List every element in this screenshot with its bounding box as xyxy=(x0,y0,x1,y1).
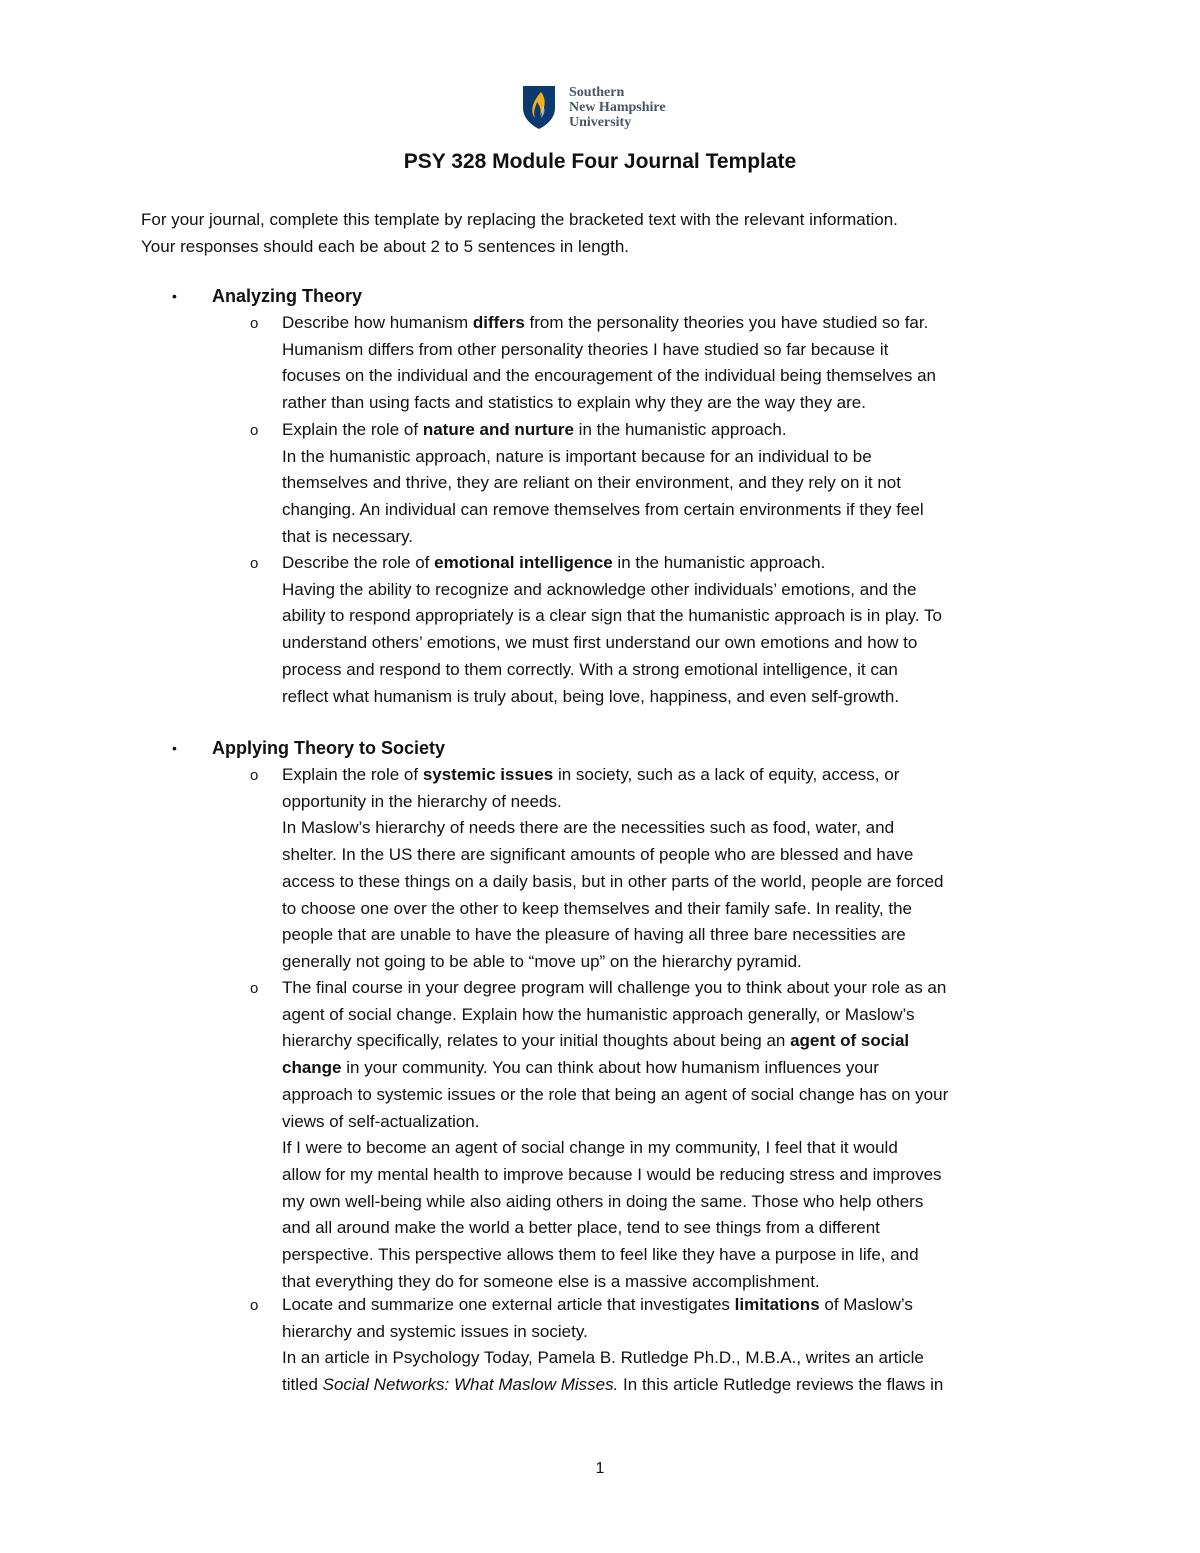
prompt-line: change in your community. You can think about how humanism influences your xyxy=(282,1058,879,1078)
prompt-line: hierarchy and systemic issues in society. xyxy=(282,1321,588,1341)
item-body xyxy=(282,310,1072,417)
response-line: In the humanistic approach, nature is important because for an individual to be xyxy=(282,446,872,466)
item-body xyxy=(282,550,1072,710)
bullet-icon: • xyxy=(172,288,177,304)
response-line: and all around make the world a better place, tend to see things from a different xyxy=(282,1218,880,1238)
sub-bullet-icon: o xyxy=(250,422,259,439)
response-line: reflect what humanism is truly about, being love, happiness, and even self-growth. xyxy=(282,686,900,706)
logo-line-3: University xyxy=(569,115,632,130)
response-line: themselves and thrive, they are reliant on their environment, and they rely on it not xyxy=(282,473,901,493)
response-line: allow for my mental health to improve because I would be reducing stress and improves xyxy=(282,1164,942,1184)
page-number: 1 xyxy=(595,1460,605,1477)
prompt-line: Describe how humanism differs from the personality theories you have studied so far. xyxy=(282,313,929,332)
section-heading: Analyzing Theory xyxy=(212,286,363,306)
snhu-logo xyxy=(521,84,666,130)
response-line: focuses on the individual and the encouragement of the individual being themselves an xyxy=(282,366,936,386)
prompt-line: opportunity in the hierarchy of needs. xyxy=(282,791,562,811)
response-line: shelter. In the US there are significant amounts of people who are blessed and have xyxy=(282,845,914,865)
page-title: PSY 328 Module Four Journal Template xyxy=(403,150,797,173)
prompt-line: Explain the role of systemic issues in society, such as a lack of equity, access, or xyxy=(282,765,900,784)
sub-bullet-icon: o xyxy=(250,315,259,332)
intro-line: Your responses should each be about 2 to 5 sentences in length. xyxy=(141,237,630,256)
response-line: generally not going to be able to “move up” on the hierarchy pyramid. xyxy=(282,951,802,971)
intro-paragraph xyxy=(141,206,1071,260)
prompt-line: agent of social change. Explain how the humanistic approach generally, or Maslow’s xyxy=(282,1004,915,1024)
prompt-line: approach to systemic issues or the role that being an agent of social change has on your xyxy=(282,1084,949,1104)
prompt-line: Locate and summarize one external article that investigates limitations of Maslow’s xyxy=(282,1295,913,1314)
prompt-line: Explain the role of nature and nurture in the humanistic approach. xyxy=(282,420,787,439)
logo-line-2: New Hampshire xyxy=(569,100,666,115)
response-line: changing. An individual can remove themselves from certain environments if they feel xyxy=(282,500,924,520)
intro-line: For your journal, complete this template by replacing the bracketed text with the relevant information. xyxy=(141,210,898,229)
response-line: access to these things on a daily basis, but in other parts of the world, people are forced xyxy=(282,871,944,891)
sub-bullet-icon: o xyxy=(250,767,259,784)
bullet-icon: • xyxy=(172,740,177,756)
prompt-line: hierarchy specifically, relates to your initial thoughts about being an agent of social xyxy=(282,1031,910,1051)
sub-bullet-icon: o xyxy=(250,980,259,997)
response-line: perspective. This perspective allows them to feel like they have a purpose in life, and xyxy=(282,1245,919,1265)
response-line: In an article in Psychology Today, Pamela B. Rutledge Ph.D., M.B.A., writes an article xyxy=(282,1348,924,1368)
section-heading: Applying Theory to Society xyxy=(212,738,446,758)
response-line: Having the ability to recognize and acknowledge other individuals’ emotions, and the xyxy=(282,579,917,599)
response-line: to choose one over the other to keep themselves and their family safe. In reality, the xyxy=(282,898,912,918)
item-body xyxy=(282,975,1072,1295)
response-line: titled Social Networks: What Maslow Misses. In this article Rutledge reviews the flaws in xyxy=(282,1375,944,1395)
response-line: process and respond to them correctly. With a strong emotional intelligence, it can xyxy=(282,659,898,679)
shield-flame-icon xyxy=(521,84,557,130)
response-line: that is necessary. xyxy=(282,526,414,546)
logo-line-1: Southern xyxy=(569,85,625,100)
response-line: people that are unable to have the pleasure of having all three bare necessities are xyxy=(282,925,906,945)
logo-wordmark xyxy=(569,85,666,130)
item-body xyxy=(282,762,1072,976)
response-line: that everything they do for someone else is a massive accomplishment. xyxy=(282,1271,820,1291)
response-line: In Maslow’s hierarchy of needs there are the necessities such as food, water, and xyxy=(282,818,895,838)
prompt-line: Describe the role of emotional intelligence in the humanistic approach. xyxy=(282,553,826,572)
item-body xyxy=(282,1292,1072,1399)
response-line: If I were to become an agent of social change in my community, I feel that it would xyxy=(282,1138,898,1158)
sub-bullet-icon: o xyxy=(250,1297,259,1314)
prompt-line: The final course in your degree program will challenge you to think about your role as an xyxy=(282,978,947,997)
prompt-line: views of self-actualization. xyxy=(282,1111,480,1131)
response-line: my own well-being while also aiding others in doing the same. Those who help others xyxy=(282,1191,924,1211)
response-line: understand others’ emotions, we must first understand our own emotions and how to xyxy=(282,633,918,653)
response-line: ability to respond appropriately is a clear sign that the humanistic approach is in play. To xyxy=(282,606,942,626)
response-line: rather than using facts and statistics to explain why they are the way they are. xyxy=(282,393,866,413)
response-line: Humanism differs from other personality theories I have studied so far because it xyxy=(282,339,889,359)
sub-bullet-icon: o xyxy=(250,555,259,572)
item-body xyxy=(282,417,1072,551)
